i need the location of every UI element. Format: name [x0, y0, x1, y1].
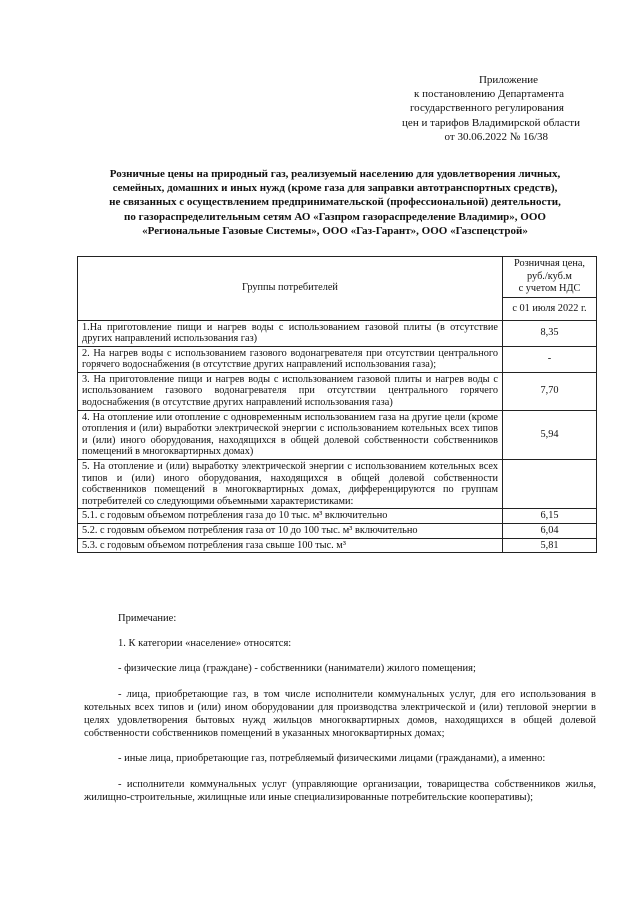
table-row: [78, 524, 597, 539]
notes-heading: Примечание:: [118, 613, 177, 624]
row-price: [503, 460, 597, 509]
row-group-text: 1.На приготовление пищи и нагрев воды с использованием газовой плиты (в отсутствие других направлений использования газ): [78, 320, 503, 346]
title-line-5: «Региональные Газовые Системы», ООО «Газ-Гарант», ООО «Газспецстрой»: [142, 224, 528, 237]
table-row: [78, 460, 597, 509]
document-title: [75, 167, 595, 238]
price-table: [77, 256, 597, 553]
appendix-line-4: цен и тарифов Владимирской области: [402, 116, 580, 129]
row-price: 6,15: [503, 509, 597, 524]
header-date: с 01 июля 2022 г.: [503, 297, 597, 320]
row-price: 8,35: [503, 320, 597, 346]
row-price: 6,04: [503, 524, 597, 539]
table-header-row: [78, 257, 597, 298]
row-price: 5,94: [503, 410, 597, 459]
row-group-text: 5.1. с годовым объемом потребления газа до 10 тыс. м³ включительно: [78, 509, 503, 524]
row-price: -: [503, 346, 597, 372]
header-price-line-3: с учетом НДС: [518, 283, 581, 294]
notes-paragraph: - исполнители коммунальных услуг (управляющие организации, товарищества собственников жилья, жилищно-строительные, жилищные или иные специализированные потребительские кооперативы);: [84, 778, 596, 803]
table-row: [78, 320, 597, 346]
row-price: 5,81: [503, 538, 597, 553]
title-line-3: не связанных с осуществлением предпринимательской (профессиональной) деятельности,: [109, 196, 561, 209]
table-row: [78, 509, 597, 524]
title-line-4: по газораспределительным сетям АО «Газпром газораспределение Владимир», ООО: [124, 210, 546, 223]
row-group-text: 3. На приготовление пищи и нагрев воды с использованием газовой плиты и нагрев воды с использованием газового водонагревателя при отсутствии центрального горячего водоснабжения (в отсутствие других направлений использования газа): [78, 372, 503, 410]
title-line-2: семейных, домашних и иных нужд (кроме газа для заправки автотранспортных средств),: [112, 182, 558, 195]
table-row: [78, 346, 597, 372]
notes-section: [84, 612, 596, 804]
notes-paragraph: - иные лица, приобретающие газ, потребляемый физическими лицами (гражданами), а именно:: [118, 753, 546, 765]
row-group-text: 5.2. с годовым объемом потребления газа от 10 до 100 тыс. м³ включительно: [78, 524, 503, 539]
appendix-line-3: государственного регулирования: [409, 102, 564, 115]
appendix-line-5: от 30.06.2022 № 16/38: [444, 130, 548, 143]
header-price: [503, 257, 597, 298]
table-row: [78, 538, 597, 553]
appendix-line-2: к постановлению Департамента: [413, 88, 564, 101]
header-groups: Группы потребителей: [78, 257, 503, 321]
appendix-block: [340, 73, 580, 144]
notes-paragraph: 1. К категории «население» относятся:: [118, 638, 292, 650]
header-price-line-2: руб./куб.м: [527, 270, 572, 282]
table-row: [78, 372, 597, 410]
row-group-text: 5.3. с годовым объемом потребления газа свыше 100 тыс. м³: [78, 538, 503, 553]
header-price-line-1: Розничная цена,: [513, 258, 585, 269]
row-group-text: 4. На отопление или отопление с одновременным использованием газа на другие цели (кроме отопления и (или) выработки электрической энергии с использованием котельных всех типов и (или) иного оборудования, находящихся в общей долевой собственности собственников помещений в многоквартирных домах): [78, 410, 503, 459]
notes-paragraph: - физические лица (граждане) - собственники (наниматели) жилого помещения;: [118, 663, 476, 675]
row-group-text: 5. На отопление и (или) выработку электрической энергии с использованием котельных всех типов и (или) иного оборудования, находящихся в общей долевой собственности собственников помещений в многоквартирных домах, дифференцируются по группам потребителей со следующими объемными характеристиками:: [78, 460, 503, 509]
title-line-1: Розничные цены на природный газ, реализуемый населению для удовлетворения личных,: [109, 168, 561, 180]
row-price: 7,70: [503, 372, 597, 410]
notes-paragraph: - лица, приобретающие газ, в том числе исполнители коммунальных услуг, для его использования в котельных всех типов и (или) ином оборудовании для производства электрической и (или) тепловой энергии в целях удовлетворения бытовых нужд жильцов многоквартирных домов, находящихся в общей долевой собственности собственников помещений в указанных многоквартирных домах;: [84, 688, 596, 740]
row-group-text: 2. На нагрев воды с использованием газового водонагревателя при отсутствии центрального горячего водоснабжения (в отсутствие других направлений использования газа);: [78, 346, 503, 372]
appendix-line-1: Приложение: [478, 74, 538, 86]
table-row: [78, 410, 597, 459]
